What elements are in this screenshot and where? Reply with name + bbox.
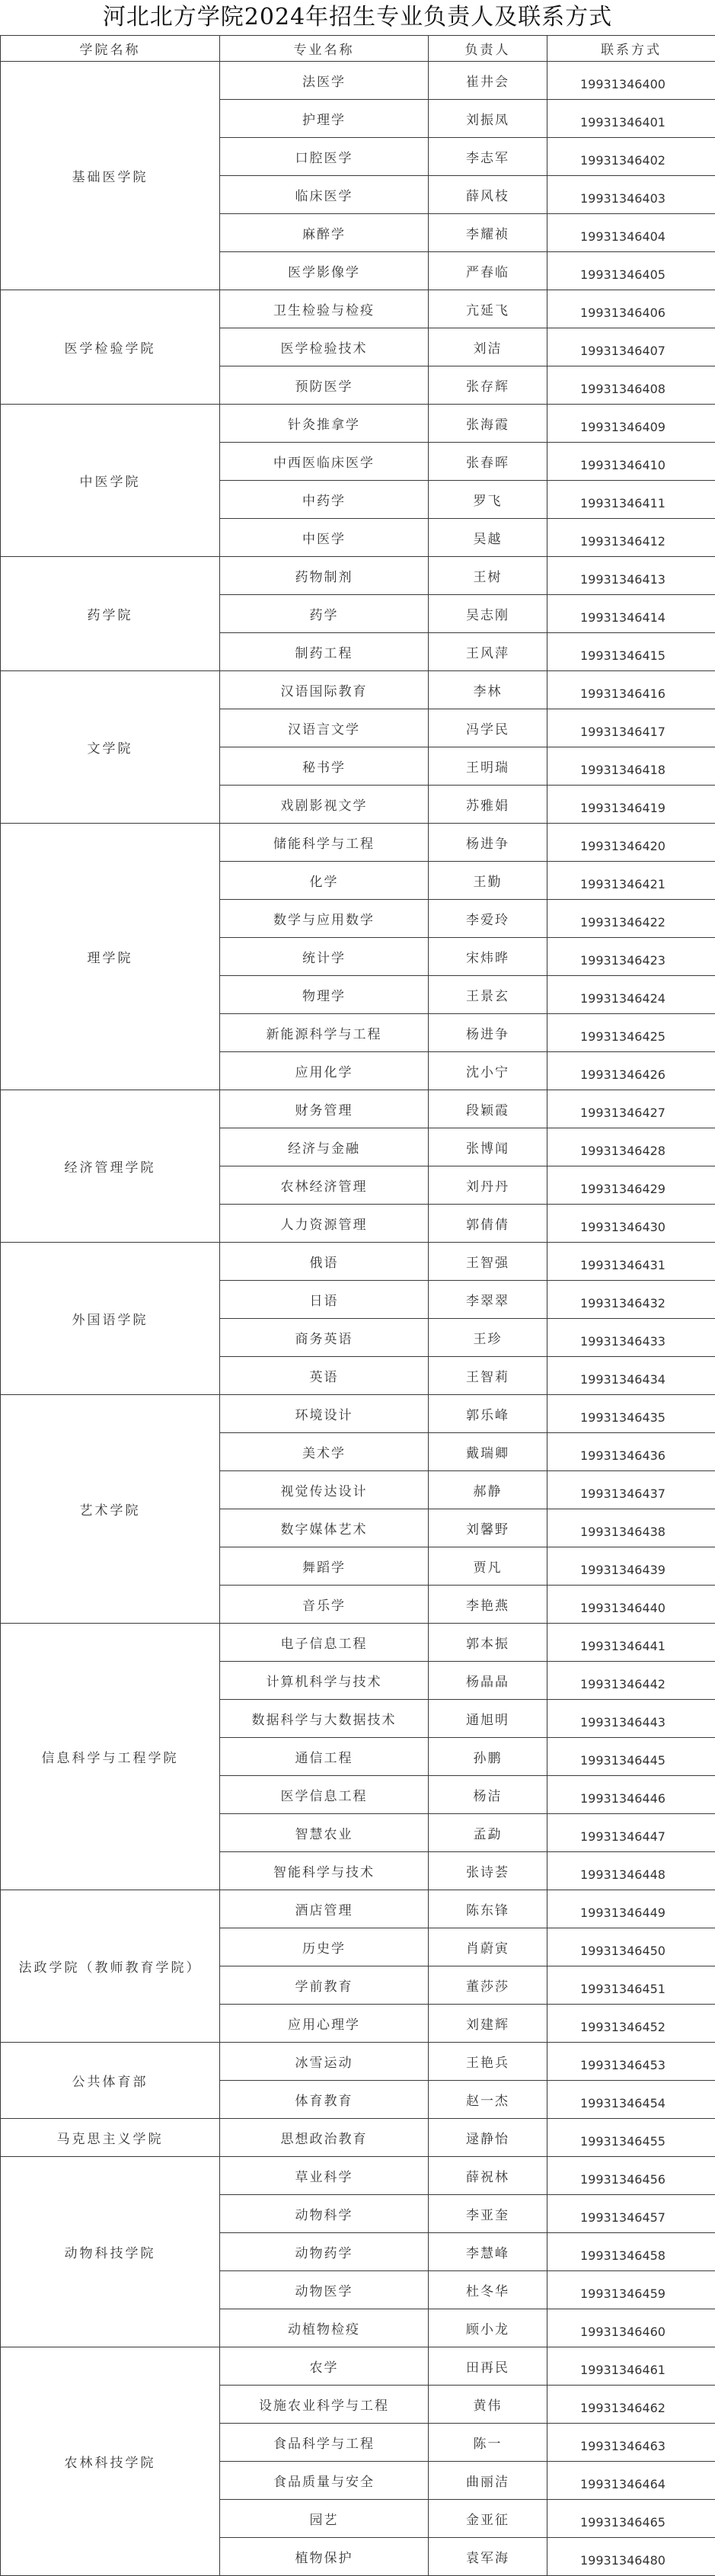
phone-number-cell: 19931346432 xyxy=(547,1281,715,1319)
major-name-cell: 草业科学 xyxy=(220,2157,429,2195)
person-in-charge-cell: 杨洁 xyxy=(429,1776,547,1814)
major-name-cell: 预防医学 xyxy=(220,366,429,405)
table-row xyxy=(1,2119,715,2157)
person-in-charge-cell: 肖蔚寅 xyxy=(429,1928,547,1966)
phone-number-cell: 19931346427 xyxy=(547,1090,715,1128)
person-in-charge-cell: 田再民 xyxy=(429,2347,547,2386)
table-row xyxy=(1,1890,715,1928)
major-name-cell: 临床医学 xyxy=(220,176,429,214)
person-in-charge-cell: 王勤 xyxy=(429,862,547,900)
table-row xyxy=(1,557,715,595)
person-in-charge-cell: 孙鹏 xyxy=(429,1738,547,1776)
person-in-charge-cell: 孟勐 xyxy=(429,1814,547,1852)
person-in-charge-cell: 贾凡 xyxy=(429,1547,547,1586)
major-name-cell: 卫生检验与检疫 xyxy=(220,290,429,328)
major-name-cell: 数据科学与大数据技术 xyxy=(220,1700,429,1738)
phone-number-cell: 19931346443 xyxy=(547,1700,715,1738)
major-name-cell: 食品质量与安全 xyxy=(220,2462,429,2500)
person-in-charge-cell: 崔井会 xyxy=(429,62,547,100)
person-in-charge-cell: 黄伟 xyxy=(429,2386,547,2424)
phone-number-cell: 19931346407 xyxy=(547,328,715,366)
phone-number-cell: 19931346406 xyxy=(547,290,715,328)
person-in-charge-cell: 郭倩倩 xyxy=(429,1205,547,1243)
major-name-cell: 汉语言文学 xyxy=(220,709,429,747)
major-name-cell: 护理学 xyxy=(220,100,429,138)
college-name-cell: 基础医学院 xyxy=(1,62,220,290)
person-in-charge-cell: 刘振凤 xyxy=(429,100,547,138)
table-row xyxy=(1,62,715,100)
person-in-charge-cell: 沈小宁 xyxy=(429,1052,547,1090)
phone-number-cell: 19931346463 xyxy=(547,2424,715,2462)
major-name-cell: 麻醉学 xyxy=(220,214,429,252)
table-row xyxy=(1,1395,715,1433)
person-in-charge-cell: 杨进争 xyxy=(429,824,547,862)
phone-number-cell: 19931346421 xyxy=(547,862,715,900)
person-in-charge-cell: 袁军海 xyxy=(429,2538,547,2576)
major-name-cell: 环境设计 xyxy=(220,1395,429,1433)
major-name-cell: 医学检验技术 xyxy=(220,328,429,366)
person-in-charge-cell: 刘洁 xyxy=(429,328,547,366)
major-name-cell: 体育教育 xyxy=(220,2081,429,2119)
phone-number-cell: 19931346446 xyxy=(547,1776,715,1814)
person-in-charge-cell: 亢延飞 xyxy=(429,290,547,328)
college-name-cell: 理学院 xyxy=(1,824,220,1090)
table-row xyxy=(1,1624,715,1662)
table-row xyxy=(1,2043,715,2081)
major-name-cell: 财务管理 xyxy=(220,1090,429,1128)
person-in-charge-cell: 王明瑞 xyxy=(429,747,547,786)
phone-number-cell: 19931346424 xyxy=(547,976,715,1014)
phone-number-cell: 19931346438 xyxy=(547,1509,715,1547)
phone-number-cell: 19931346451 xyxy=(547,1966,715,2005)
phone-number-cell: 19931346441 xyxy=(547,1624,715,1662)
phone-number-cell: 19931346404 xyxy=(547,214,715,252)
major-name-cell: 秘书学 xyxy=(220,747,429,786)
person-in-charge-cell: 刘馨野 xyxy=(429,1509,547,1547)
person-in-charge-cell: 郝静 xyxy=(429,1471,547,1509)
phone-number-cell: 19931346418 xyxy=(547,747,715,786)
phone-number-cell: 19931346453 xyxy=(547,2043,715,2081)
person-in-charge-cell: 刘建辉 xyxy=(429,2005,547,2043)
major-name-cell: 应用心理学 xyxy=(220,2005,429,2043)
major-name-cell: 园艺 xyxy=(220,2500,429,2538)
college-name-cell: 医学检验学院 xyxy=(1,290,220,405)
major-name-cell: 动物科学 xyxy=(220,2195,429,2233)
person-in-charge-cell: 李翠翠 xyxy=(429,1281,547,1319)
college-name-cell: 经济管理学院 xyxy=(1,1090,220,1243)
college-name-cell: 文学院 xyxy=(1,671,220,824)
contact-table xyxy=(0,35,715,2576)
table-row xyxy=(1,824,715,862)
person-in-charge-cell: 薛风枝 xyxy=(429,176,547,214)
phone-number-cell: 19931346440 xyxy=(547,1586,715,1624)
phone-number-cell: 19931346459 xyxy=(547,2271,715,2309)
phone-number-cell: 19931346433 xyxy=(547,1319,715,1357)
person-in-charge-cell: 王珍 xyxy=(429,1319,547,1357)
person-in-charge-cell: 苏雅娟 xyxy=(429,786,547,824)
phone-number-cell: 19931346448 xyxy=(547,1852,715,1890)
phone-number-cell: 19931346409 xyxy=(547,405,715,443)
person-in-charge-cell: 郭乐峰 xyxy=(429,1395,547,1433)
phone-number-cell: 19931346437 xyxy=(547,1471,715,1509)
major-name-cell: 人力资源管理 xyxy=(220,1205,429,1243)
major-name-cell: 农林经济管理 xyxy=(220,1166,429,1205)
person-in-charge-cell: 段颖霞 xyxy=(429,1090,547,1128)
major-name-cell: 药学 xyxy=(220,595,429,633)
page-title: 河北北方学院2024年招生专业负责人及联系方式 xyxy=(0,0,715,35)
phone-number-cell: 19931346411 xyxy=(547,481,715,519)
phone-number-cell: 19931346426 xyxy=(547,1052,715,1090)
person-in-charge-cell: 张诗荟 xyxy=(429,1852,547,1890)
major-name-cell: 药物制剂 xyxy=(220,557,429,595)
major-name-cell: 数学与应用数学 xyxy=(220,900,429,938)
table-row xyxy=(1,1090,715,1128)
major-name-cell: 动物医学 xyxy=(220,2271,429,2309)
phone-number-cell: 19931346452 xyxy=(547,2005,715,2043)
phone-number-cell: 19931346419 xyxy=(547,786,715,824)
college-name-cell: 艺术学院 xyxy=(1,1395,220,1624)
person-in-charge-cell: 王智莉 xyxy=(429,1357,547,1395)
header-contact: 联系方式 xyxy=(547,36,715,62)
major-name-cell: 通信工程 xyxy=(220,1738,429,1776)
college-name-cell: 马克思主义学院 xyxy=(1,2119,220,2157)
phone-number-cell: 19931346455 xyxy=(547,2119,715,2157)
major-name-cell: 电子信息工程 xyxy=(220,1624,429,1662)
phone-number-cell: 19931346480 xyxy=(547,2538,715,2576)
person-in-charge-cell: 金亚征 xyxy=(429,2500,547,2538)
major-name-cell: 计算机科学与技术 xyxy=(220,1662,429,1700)
major-name-cell: 化学 xyxy=(220,862,429,900)
college-name-cell: 动物科技学院 xyxy=(1,2157,220,2347)
phone-number-cell: 19931346460 xyxy=(547,2309,715,2347)
person-in-charge-cell: 宋炜晔 xyxy=(429,938,547,976)
major-name-cell: 医学信息工程 xyxy=(220,1776,429,1814)
phone-number-cell: 19931346408 xyxy=(547,366,715,405)
major-name-cell: 汉语国际教育 xyxy=(220,671,429,709)
phone-number-cell: 19931346431 xyxy=(547,1243,715,1281)
header-college: 学院名称 xyxy=(1,36,220,62)
phone-number-cell: 19931346449 xyxy=(547,1890,715,1928)
person-in-charge-cell: 逯静怡 xyxy=(429,2119,547,2157)
phone-number-cell: 19931346420 xyxy=(547,824,715,862)
phone-number-cell: 19931346454 xyxy=(547,2081,715,2119)
table-header-row xyxy=(1,36,715,62)
phone-number-cell: 19931346464 xyxy=(547,2462,715,2500)
person-in-charge-cell: 罗飞 xyxy=(429,481,547,519)
person-in-charge-cell: 通旭明 xyxy=(429,1700,547,1738)
person-in-charge-cell: 张存辉 xyxy=(429,366,547,405)
person-in-charge-cell: 陈东锋 xyxy=(429,1890,547,1928)
phone-number-cell: 19931346458 xyxy=(547,2233,715,2271)
major-name-cell: 统计学 xyxy=(220,938,429,976)
major-name-cell: 医学影像学 xyxy=(220,252,429,290)
header-person: 负责人 xyxy=(429,36,547,62)
major-name-cell: 思想政治教育 xyxy=(220,2119,429,2157)
college-name-cell: 公共体育部 xyxy=(1,2043,220,2119)
major-name-cell: 动物药学 xyxy=(220,2233,429,2271)
major-name-cell: 学前教育 xyxy=(220,1966,429,2005)
person-in-charge-cell: 刘丹丹 xyxy=(429,1166,547,1205)
phone-number-cell: 19931346417 xyxy=(547,709,715,747)
major-name-cell: 俄语 xyxy=(220,1243,429,1281)
person-in-charge-cell: 冯学民 xyxy=(429,709,547,747)
phone-number-cell: 19931346461 xyxy=(547,2347,715,2386)
major-name-cell: 经济与金融 xyxy=(220,1128,429,1166)
phone-number-cell: 19931346456 xyxy=(547,2157,715,2195)
major-name-cell: 食品科学与工程 xyxy=(220,2424,429,2462)
phone-number-cell: 19931346422 xyxy=(547,900,715,938)
major-name-cell: 中药学 xyxy=(220,481,429,519)
phone-number-cell: 19931346430 xyxy=(547,1205,715,1243)
table-row xyxy=(1,2347,715,2386)
college-name-cell: 药学院 xyxy=(1,557,220,671)
major-name-cell: 中医学 xyxy=(220,519,429,557)
major-name-cell: 新能源科学与工程 xyxy=(220,1014,429,1052)
table-row xyxy=(1,671,715,709)
phone-number-cell: 19931346414 xyxy=(547,595,715,633)
person-in-charge-cell: 陈一 xyxy=(429,2424,547,2462)
major-name-cell: 舞蹈学 xyxy=(220,1547,429,1586)
major-name-cell: 酒店管理 xyxy=(220,1890,429,1928)
phone-number-cell: 19931346412 xyxy=(547,519,715,557)
phone-number-cell: 19931346413 xyxy=(547,557,715,595)
major-name-cell: 物理学 xyxy=(220,976,429,1014)
person-in-charge-cell: 李艳燕 xyxy=(429,1586,547,1624)
phone-number-cell: 19931346434 xyxy=(547,1357,715,1395)
person-in-charge-cell: 严春临 xyxy=(429,252,547,290)
phone-number-cell: 19931346442 xyxy=(547,1662,715,1700)
header-major: 专业名称 xyxy=(220,36,429,62)
person-in-charge-cell: 王树 xyxy=(429,557,547,595)
major-name-cell: 美术学 xyxy=(220,1433,429,1471)
person-in-charge-cell: 张海霞 xyxy=(429,405,547,443)
major-name-cell: 历史学 xyxy=(220,1928,429,1966)
college-name-cell: 农林科技学院 xyxy=(1,2347,220,2576)
table-row xyxy=(1,2157,715,2195)
major-name-cell: 应用化学 xyxy=(220,1052,429,1090)
major-name-cell: 戏剧影视文学 xyxy=(220,786,429,824)
person-in-charge-cell: 杜冬华 xyxy=(429,2271,547,2309)
major-name-cell: 日语 xyxy=(220,1281,429,1319)
phone-number-cell: 19931346436 xyxy=(547,1433,715,1471)
person-in-charge-cell: 李林 xyxy=(429,671,547,709)
major-name-cell: 储能科学与工程 xyxy=(220,824,429,862)
major-name-cell: 法医学 xyxy=(220,62,429,100)
phone-number-cell: 19931346435 xyxy=(547,1395,715,1433)
person-in-charge-cell: 曲丽洁 xyxy=(429,2462,547,2500)
phone-number-cell: 19931346445 xyxy=(547,1738,715,1776)
major-name-cell: 动植物检疫 xyxy=(220,2309,429,2347)
phone-number-cell: 19931346403 xyxy=(547,176,715,214)
person-in-charge-cell: 李耀祯 xyxy=(429,214,547,252)
person-in-charge-cell: 李慧峰 xyxy=(429,2233,547,2271)
person-in-charge-cell: 王风萍 xyxy=(429,633,547,671)
phone-number-cell: 19931346425 xyxy=(547,1014,715,1052)
phone-number-cell: 19931346401 xyxy=(547,100,715,138)
phone-number-cell: 19931346410 xyxy=(547,443,715,481)
phone-number-cell: 19931346429 xyxy=(547,1166,715,1205)
phone-number-cell: 19931346450 xyxy=(547,1928,715,1966)
major-name-cell: 音乐学 xyxy=(220,1586,429,1624)
person-in-charge-cell: 李志军 xyxy=(429,138,547,176)
college-name-cell: 中医学院 xyxy=(1,405,220,557)
phone-number-cell: 19931346439 xyxy=(547,1547,715,1586)
phone-number-cell: 19931346400 xyxy=(547,62,715,100)
major-name-cell: 制药工程 xyxy=(220,633,429,671)
table-row xyxy=(1,1243,715,1281)
major-name-cell: 口腔医学 xyxy=(220,138,429,176)
major-name-cell: 数字媒体艺术 xyxy=(220,1509,429,1547)
phone-number-cell: 19931346428 xyxy=(547,1128,715,1166)
phone-number-cell: 19931346423 xyxy=(547,938,715,976)
phone-number-cell: 19931346416 xyxy=(547,671,715,709)
major-name-cell: 智慧农业 xyxy=(220,1814,429,1852)
person-in-charge-cell: 戴瑞卿 xyxy=(429,1433,547,1471)
person-in-charge-cell: 郭本振 xyxy=(429,1624,547,1662)
phone-number-cell: 19931346462 xyxy=(547,2386,715,2424)
person-in-charge-cell: 薛祝林 xyxy=(429,2157,547,2195)
major-name-cell: 视觉传达设计 xyxy=(220,1471,429,1509)
person-in-charge-cell: 吴越 xyxy=(429,519,547,557)
major-name-cell: 中西医临床医学 xyxy=(220,443,429,481)
person-in-charge-cell: 董莎莎 xyxy=(429,1966,547,2005)
major-name-cell: 英语 xyxy=(220,1357,429,1395)
person-in-charge-cell: 吴志刚 xyxy=(429,595,547,633)
phone-number-cell: 19931346447 xyxy=(547,1814,715,1852)
person-in-charge-cell: 王智强 xyxy=(429,1243,547,1281)
person-in-charge-cell: 王艳兵 xyxy=(429,2043,547,2081)
person-in-charge-cell: 杨晶晶 xyxy=(429,1662,547,1700)
person-in-charge-cell: 张春晖 xyxy=(429,443,547,481)
person-in-charge-cell: 张博闻 xyxy=(429,1128,547,1166)
person-in-charge-cell: 王景玄 xyxy=(429,976,547,1014)
table-row xyxy=(1,290,715,328)
major-name-cell: 商务英语 xyxy=(220,1319,429,1357)
phone-number-cell: 19931346457 xyxy=(547,2195,715,2233)
phone-number-cell: 19931346402 xyxy=(547,138,715,176)
major-name-cell: 设施农业科学与工程 xyxy=(220,2386,429,2424)
person-in-charge-cell: 赵一杰 xyxy=(429,2081,547,2119)
phone-number-cell: 19931346465 xyxy=(547,2500,715,2538)
table-row xyxy=(1,405,715,443)
person-in-charge-cell: 杨进争 xyxy=(429,1014,547,1052)
phone-number-cell: 19931346415 xyxy=(547,633,715,671)
person-in-charge-cell: 顾小龙 xyxy=(429,2309,547,2347)
major-name-cell: 冰雪运动 xyxy=(220,2043,429,2081)
person-in-charge-cell: 李亚奎 xyxy=(429,2195,547,2233)
major-name-cell: 智能科学与技术 xyxy=(220,1852,429,1890)
college-name-cell: 法政学院（教师教育学院） xyxy=(1,1890,220,2043)
college-name-cell: 信息科学与工程学院 xyxy=(1,1624,220,1890)
college-name-cell: 外国语学院 xyxy=(1,1243,220,1395)
major-name-cell: 植物保护 xyxy=(220,2538,429,2576)
major-name-cell: 针灸推拿学 xyxy=(220,405,429,443)
major-name-cell: 农学 xyxy=(220,2347,429,2386)
phone-number-cell: 19931346405 xyxy=(547,252,715,290)
person-in-charge-cell: 李爱玲 xyxy=(429,900,547,938)
